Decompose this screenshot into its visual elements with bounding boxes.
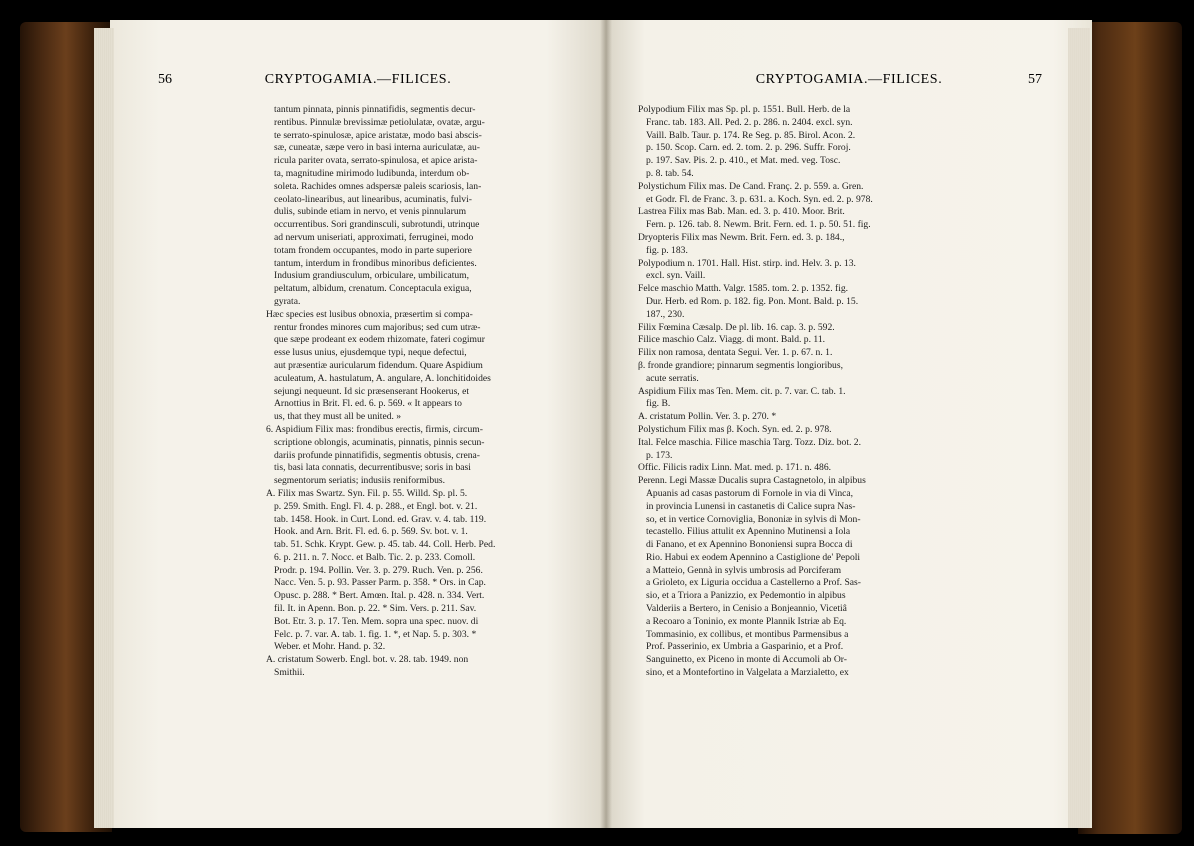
text-line: Felc. p. 7. var. A. tab. 1. fig. 1. *, et Nap. 5. p. 303. * [274,628,477,640]
text-line: Bot. Etr. 3. p. 17. Ten. Mem. sopra una spec. nuov. di [274,615,479,627]
text-line: a Grioleto, ex Liguria occidua a Castellerno a Prof. Sas- [646,577,861,589]
text-line: p. 150. Scop. Carn. ed. 2. tom. 2. p. 296. Suffr. Foroj. [646,142,851,154]
text-line: occurrentibus. Sori grandinsculi, subrotundi, utrinque [274,219,480,231]
text-line: Hæc species est lusibus obnoxia, præsertim si compa- [266,308,473,320]
right-page-text [638,104,952,680]
text-line: tis, basi lata connatis, decurrentibusve; soris in basi [274,462,471,474]
text-line: Franc. tab. 183. All. Ped. 2. p. 286. n. 2404. excl. syn. [646,116,853,128]
text-line: segmentorum seriatis; indusiis reniformibus. [274,475,446,487]
text-line: Ital. Felce maschia. Filice maschia Targ. Tozz. Diz. bot. 2. [638,436,861,448]
text-line: Offic. Filicis radix Linn. Mat. med. p. 171. n. 486. [638,462,832,474]
text-line: excl. syn. Vaill. [646,270,706,282]
text-line: Vaill. Balb. Taur. p. 174. Re Seg. p. 85. Birol. Acon. 2. [646,129,856,141]
text-line: Dur. Herb. ed Rom. p. 182. fig. Pon. Mont. Bald. p. 15. [646,295,859,307]
text-line: esse lusus unius, ejusdemque typi, neque defectui, [274,347,467,359]
text-line: Aspidium Filix mas Ten. Mem. cit. p. 7. var. C. tab. 1. [638,385,846,397]
text-line: rentur frondes minores cum majoribus; sed cum utræ- [274,321,481,333]
text-line: Polypodium Filix mas Sp. pl. p. 1551. Bull. Herb. de la [638,104,851,115]
text-line: Polystichum Filix mas. De Cand. Franç. 2. p. 559. a. Gren. [638,180,864,192]
text-line: tecastello. Filius attulit ex Apennino Mutinensi a Iola [646,526,851,538]
text-line: Indusium grandiusculum, orbiculare, umbilicatum, [274,270,470,282]
text-line: Hook. and Arn. Brit. Fl. ed. 6. p. 569. Sv. bot. v. 1. [274,526,468,538]
text-line: Felce maschio Matth. Valgr. 1585. tom. 2. p. 1352. fig. [638,283,849,295]
text-line: dariis profunde pinnatifidis, segmentis obtusis, crena- [274,449,480,461]
text-line: Filix non ramosa, dentata Segui. Ver. 1. p. 67. n. 1. [638,347,833,359]
text-line: soleta. Rachides omnes adspersæ paleis scariosis, lan- [274,180,482,192]
text-line: Tommasinio, ex collibus, et montibus Parmensibus a [646,628,849,640]
text-line: ricula pariter ovata, serrato-spinulosa, et apice arista- [274,155,478,167]
text-line: 6. Aspidium Filix mas: frondibus erectis, firmis, circum- [266,423,483,435]
open-book [6,18,1186,842]
text-line: Filix Fœmina Cæsalp. De pl. lib. 16. cap. 3. p. 592. [638,321,835,333]
text-line: ta, magnitudine mirimodo ludibunda, interdum ob- [274,167,470,179]
text-line: A. cristatum Sowerb. Engl. bot. v. 28. tab. 1949. non [266,654,469,666]
text-line: di Fanano, et ex Apennino Bononiensi supra Bocca di [646,539,853,551]
text-line: Polystichum Filix mas β. Koch. Syn. ed. 2. p. 978. [638,423,832,435]
text-line: aut præsentiæ auricularum fidendum. Quare Aspidium [274,359,483,371]
text-line: tab. 1458. Hook. in Curt. Lond. ed. Grav. v. 4. tab. 119. [274,513,487,525]
left-page [110,20,606,828]
right-page [606,20,1092,828]
text-line: p. 173. [646,449,673,461]
text-line: et Godr. Fl. de Franc. 3. p. 631. a. Koch. Syn. ed. 2. p. 978. [646,193,873,205]
text-line: β. fronde grandiore; pinnarum segmentis longioribus, [638,359,843,371]
text-line: sino, et a Montefortino in Valgelata a Marzialetto, ex [646,667,849,679]
text-line: tantum, interdum in frondibus minoribus deficientes. [274,257,477,269]
text-line: Valderiis a Bertero, in Cenisio a Bonjeannio, Vicetiâ [646,603,847,615]
text-line: totam frondem occupantes, modo in parte superiore [274,244,472,256]
text-line: a Recoaro a Toninio, ex monte Plannik Istriæ ab Eq. [646,615,847,627]
text-line: sio, et a Triora a Panizzio, ex Pedemontio in alpibus [646,590,846,602]
text-line: que sæpe prodeant ex eodem rhizomate, fateri cogimur [274,334,485,346]
left-page-text [266,104,574,680]
text-line: scriptione oblongis, acuminatis, pinnatis, pinnis secun- [274,436,485,448]
text-line: dulis, subinde etiam in nervo, et venis pinnularum [274,206,467,218]
text-line: Dryopteris Filix mas Newm. Brit. Fern. ed. 3. p. 184., [638,231,845,243]
text-line: Opusc. p. 288. * Bert. Amœn. Ital. p. 428. n. 334. Vert. [274,590,485,602]
text-line: te serrato-spinulosæ, apice aristatæ, modo basi abscis- [274,129,482,141]
text-line: Prof. Passerinio, ex Umbria a Gasparinio, et a Prof. [646,641,844,653]
left-page-number: 56 [158,72,172,87]
text-line: fig. B. [646,398,671,410]
text-line: p. 259. Smith. Engl. Fl. 4. p. 288., et Engl. bot. v. 21. [274,500,478,512]
text-line: Lastrea Filix mas Bab. Man. ed. 3. p. 410. Moor. Brit. [638,206,845,218]
text-line: Prodr. p. 194. Pollin. Ver. 3. p. 279. Ruch. Ven. p. 256. [274,564,483,576]
text-line: rentibus. Pinnulæ brevissimæ petiolulatæ, ovatæ, argu- [274,116,485,128]
text-line: 187., 230. [646,308,685,320]
text-line: acute serratis. [646,372,699,384]
text-line: fil. It. in Apenn. Bon. p. 22. * Sim. Vers. p. 211. Sav. [274,603,477,615]
text-line: Perenn. Legi Massæ Ducalis supra Castagnetolo, in alpibus [638,475,866,487]
text-line: peltatum, albidum, crenatum. Conceptacula exigua, [274,283,472,295]
text-line: Polypodium n. 1701. Hall. Hist. stirp. ind. Helv. 3. p. 13. [638,257,856,269]
text-line: ceolato-linearibus, aut linearibus, acuminatis, fulvi- [274,193,472,205]
text-line: Arnottius in Brit. Fl. ed. 6. p. 569. « It appears to [274,398,462,410]
text-line: Apuanis ad casas pastorum di Fornole in via di Vinca, [646,487,854,499]
right-cover-edge [1078,22,1182,834]
book-gutter [600,20,612,828]
text-line: a Matteio, Gennà in sylvis umbrosis ad Porciferam [646,564,842,576]
text-line: A. Filix mas Swartz. Syn. Fil. p. 55. Willd. Sp. pl. 5. [266,487,468,499]
text-line: p. 197. Sav. Pis. 2. p. 410., et Mat. med. veg. Tosc. [646,155,841,167]
text-line: Nacc. Ven. 5. p. 93. Passer Parm. p. 358. * Ors. in Cap. [274,577,486,589]
text-line: tab. 51. Schk. Krypt. Gew. p. 45. tab. 44. Coll. Herb. Ped. [274,539,496,551]
text-line: 6. p. 211. n. 7. Nocc. et Balb. Tic. 2. p. 233. Comoll. [274,551,476,563]
text-line: ad nervum uniseriati, approximati, ferruginei, modo [274,231,474,243]
text-line: p. 8. tab. 54. [646,167,694,179]
text-line: fig. p. 183. [646,244,688,256]
text-line: Sanguinetto, ex Piceno in monte di Accumoli ab Or- [646,654,847,666]
text-line: in provincia Lunensi in castanetis di Calice supra Nas- [646,500,856,512]
right-page-number: 57 [1028,72,1042,87]
text-line: Filice maschio Calz. Viagg. di mont. Bald. p. 11. [638,334,826,346]
text-line: sejungi nequeunt. Id sic præsenserant Hookerus, et [274,385,470,397]
text-line: A. cristatum Pollin. Ver. 3. p. 270. * [638,411,777,423]
left-running-head: CRYPTOGAMIA.—FILICES. [264,72,452,87]
left-page-edges [94,28,114,828]
text-line: Weber. et Mohr. Hand. p. 32. [274,641,386,653]
text-line: so, et in vertice Cornoviglia, Bononiæ in sylvis di Mon- [646,513,861,525]
text-line: Smithii. [274,667,305,679]
text-line: aculeatum, A. hastulatum, A. angulare, A. lonchitidoides [274,372,491,384]
right-running-head: CRYPTOGAMIA.—FILICES. [755,72,943,87]
text-line: Fern. p. 126. tab. 8. Newm. Brit. Fern. ed. 1. p. 50. 51. fig. [646,219,871,231]
text-line: us, that they must all be united. » [274,411,402,423]
text-line: gyrata. [274,295,301,307]
text-line: Rio. Habui ex eodem Apennino a Castiglione de' Pepoli [646,551,861,563]
text-line: sæ, cuneatæ, sæpe vero in basi interna auriculatæ, au- [274,142,480,154]
text-line: tantum pinnata, pinnis pinnatifidis, segmentis decur- [274,104,476,115]
right-page-edges [1068,28,1090,828]
